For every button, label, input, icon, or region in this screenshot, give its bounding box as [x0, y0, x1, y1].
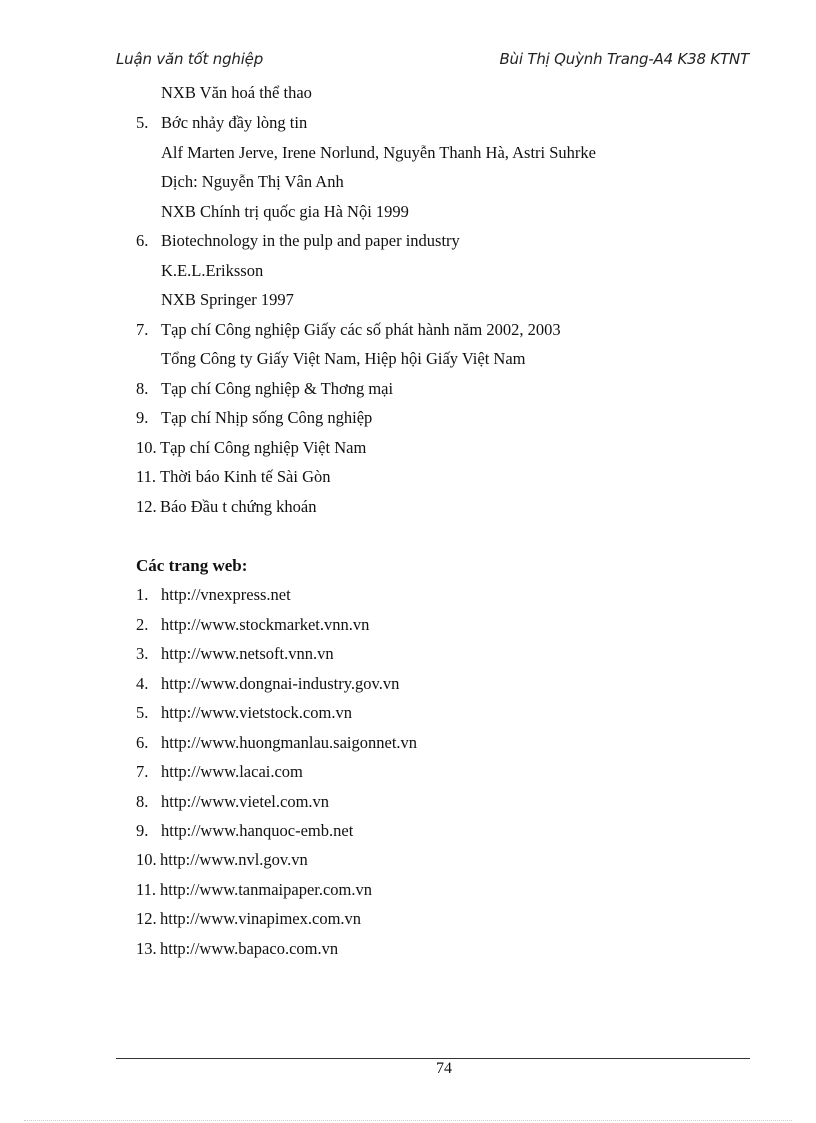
reference-item-10 [136, 437, 366, 459]
website-item [136, 614, 369, 636]
reference-title: Báo Đầu t chứng khoán [160, 497, 317, 516]
website-url: http://www.bapaco.com.vn [160, 939, 339, 958]
reference-number: 10. [136, 438, 157, 457]
reference-number: 8. [136, 379, 149, 398]
website-item [136, 673, 399, 695]
website-url: http://www.lacai.com [161, 762, 303, 781]
website-url: http://www.stockmarket.vnn.vn [161, 615, 370, 634]
website-number: 7. [136, 762, 149, 781]
reference-detail-line: K.E.L.Eriksson [161, 261, 264, 280]
header-right-author: Bùi Thị Quỳnh Trang-A4 K38 KTNT [499, 50, 749, 68]
footer-divider [116, 1058, 750, 1059]
website-number: 8. [136, 792, 149, 811]
reference-title: Bớc nhảy đầy lòng tin [161, 113, 308, 132]
website-url: http://www.vietstock.com.vn [161, 703, 352, 722]
reference-item-5 [136, 112, 307, 134]
website-item [136, 791, 329, 813]
website-number: 9. [136, 821, 149, 840]
reference-number: 6. [136, 231, 149, 250]
reference-title: Biotechnology in the pulp and paper industry [161, 231, 460, 250]
reference-number: 9. [136, 408, 149, 427]
website-item [136, 879, 372, 901]
website-number: 4. [136, 674, 149, 693]
reference-number: 5. [136, 113, 149, 132]
reference-item-6 [136, 230, 460, 252]
website-item [136, 849, 308, 871]
reference-detail-line: NXB Springer 1997 [161, 290, 294, 309]
reference-title: Tạp chí Nhịp sống Công nghiệp [161, 408, 373, 427]
page-number: 74 [436, 1060, 452, 1077]
reference-detail-line: Alf Marten Jerve, Irene Norlund, Nguyễn Thanh Hà, Astri Suhrke [161, 143, 597, 162]
reference-continued-line: NXB Văn hoá thể thao [161, 83, 312, 102]
website-url: http://www.hanquoc-emb.net [161, 821, 354, 840]
reference-item-12 [136, 496, 317, 518]
website-number: 1. [136, 585, 149, 604]
website-url: http://www.huongmanlau.saigonnet.vn [161, 733, 418, 752]
website-number: 10. [136, 850, 157, 869]
reference-item-11 [136, 466, 331, 488]
reference-number: 7. [136, 320, 149, 339]
page-bottom-border [24, 1120, 792, 1121]
page-header [116, 50, 749, 72]
website-item [136, 908, 361, 930]
reference-title: Tạp chí Công nghiệp Việt Nam [160, 438, 367, 457]
website-url: http://www.nvl.gov.vn [160, 850, 308, 869]
website-item [136, 702, 352, 724]
website-number: 5. [136, 703, 149, 722]
website-number: 12. [136, 909, 157, 928]
website-url: http://vnexpress.net [161, 585, 291, 604]
website-url: http://www.dongnai-industry.gov.vn [161, 674, 400, 693]
website-number: 13. [136, 939, 157, 958]
reference-title: Tạp chí Công nghiệp Giấy các số phát hành năm 2002, 2003 [161, 320, 561, 339]
reference-detail-line: NXB Chính trị quốc gia Hà Nội 1999 [161, 202, 409, 221]
header-left-title: Luận văn tốt nghiệp [116, 50, 264, 68]
reference-item-8 [136, 378, 393, 400]
reference-item-7 [136, 319, 561, 341]
websites-section-title: Các trang web: [136, 556, 248, 575]
reference-title: Tạp chí Công nghiệp & Thơng mại [161, 379, 394, 398]
website-item [136, 820, 353, 842]
website-number: 3. [136, 644, 149, 663]
reference-detail-line: Dịch: Nguyễn Thị Vân Anh [161, 172, 344, 191]
website-item [136, 732, 417, 754]
website-url: http://www.netsoft.vnn.vn [161, 644, 334, 663]
website-item [136, 643, 334, 665]
website-number: 2. [136, 615, 149, 634]
website-item [136, 761, 303, 783]
reference-title: Thời báo Kinh tế Sài Gòn [160, 467, 331, 486]
website-url: http://www.tanmaipaper.com.vn [160, 880, 373, 899]
reference-number: 12. [136, 497, 157, 516]
website-number: 6. [136, 733, 149, 752]
website-item [136, 938, 338, 960]
website-number: 11. [136, 880, 157, 899]
website-url: http://www.vinapimex.com.vn [160, 909, 362, 928]
website-url: http://www.vietel.com.vn [161, 792, 330, 811]
reference-item-9 [136, 407, 372, 429]
website-item [136, 584, 291, 606]
reference-detail-line: Tổng Công ty Giấy Việt Nam, Hiệp hội Giấy Việt Nam [161, 349, 526, 368]
reference-number: 11. [136, 467, 157, 486]
